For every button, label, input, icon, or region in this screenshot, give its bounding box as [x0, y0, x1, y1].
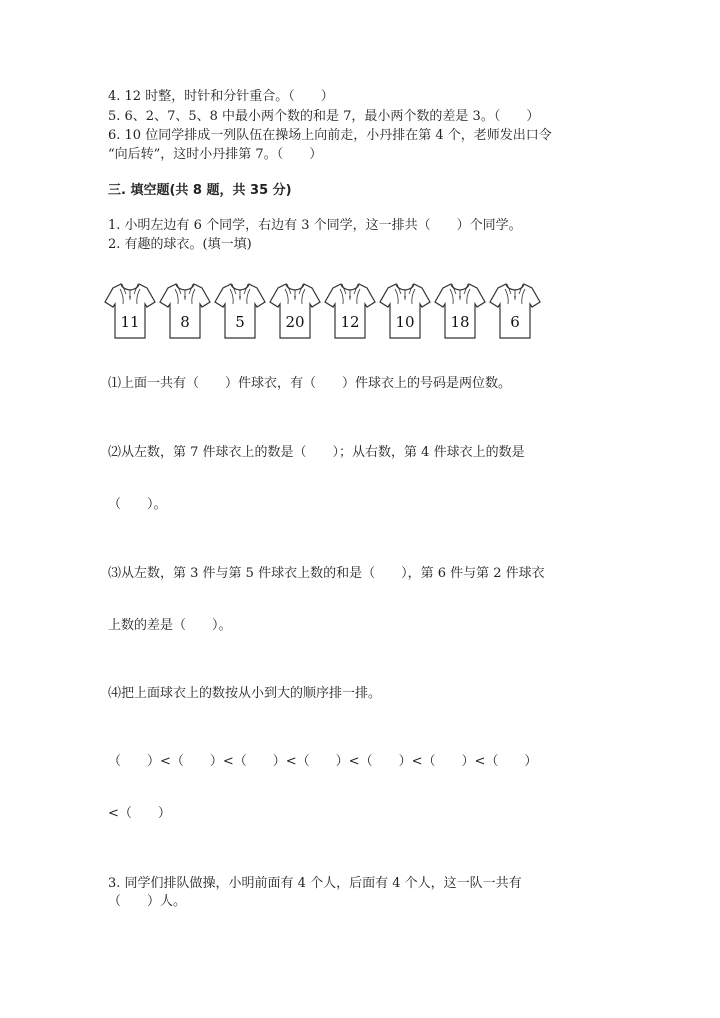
jersey-icon — [159, 280, 211, 342]
question-1: 1. 小明左边有 6 个同学，右边有 3 个同学，这一排共（ ）个同学。 — [108, 218, 522, 233]
jersey — [434, 280, 486, 342]
jersey — [324, 280, 376, 342]
jersey — [214, 280, 266, 342]
jersey — [379, 280, 431, 342]
judgment-item-6: 6. 10 位同学排成一列队伍在操场上向前走，小丹排在第 4 个，老师发出口令 — [108, 128, 552, 143]
jersey-number: 11 — [120, 313, 140, 331]
judgment-item-6-cont: “向后转”，这时小丹排第 7。（ ） — [108, 147, 323, 162]
question-2-part-1: ⑴上面一共有（ ）件球衣，有（ ）件球衣上的号码是两位数。 — [108, 376, 512, 391]
question-2-part-3: ⑶从左数，第 3 件与第 5 件球衣上数的和是（ ），第 6 件与第 2 件球衣 — [108, 566, 545, 581]
jersey — [489, 280, 541, 342]
question-2-part-3-cont: 上数的差是（ ）。 — [108, 618, 232, 633]
ordering-blanks-cont: <（ ） — [108, 806, 171, 821]
jersey-number: 20 — [285, 313, 305, 331]
judgment-item-4: 4. 12 时整，时针和分针重合。（ ） — [108, 89, 334, 104]
question-3: 3. 同学们排队做操，小明前面有 4 个人，后面有 4 个人，这一队一共有 — [108, 876, 522, 891]
jersey-number: 8 — [180, 313, 190, 331]
jersey-number: 10 — [395, 313, 415, 331]
ordering-blanks: （ ）<（ ）<（ ）<（ ）<（ ）<（ ）<（ ） — [108, 754, 538, 769]
jersey-icon — [434, 280, 486, 342]
jersey-icon — [379, 280, 431, 342]
question-2-part-2: ⑵从左数，第 7 件球衣上的数是（ ）；从右数，第 4 件球衣上的数是 — [108, 445, 525, 460]
jersey-number: 18 — [450, 313, 470, 331]
judgment-item-5: 5. 6、2、7、5、8 中最小两个数的和是 7，最小两个数的差是 3。（ ） — [108, 109, 540, 124]
jersey-row — [104, 280, 544, 344]
question-2-title: 2. 有趣的球衣。(填一填) — [108, 237, 252, 252]
question-3-cont: （ ）人。 — [108, 894, 187, 909]
jersey — [159, 280, 211, 342]
jersey-number: 5 — [235, 313, 245, 331]
question-2-part-2-cont: （ ）。 — [108, 497, 167, 512]
jersey-icon — [324, 280, 376, 342]
jersey-number: 6 — [510, 313, 520, 331]
jersey-icon — [269, 280, 321, 342]
jersey-icon — [489, 280, 541, 342]
jersey-number: 12 — [340, 313, 360, 331]
jersey — [104, 280, 156, 342]
question-2-part-4: ⑷把上面球衣上的数按从小到大的顺序排一排。 — [108, 686, 382, 701]
section-heading: 三. 填空题(共 8 题，共 35 分) — [108, 183, 292, 198]
jersey-icon — [104, 280, 156, 342]
jersey — [269, 280, 321, 342]
jersey-icon — [214, 280, 266, 342]
